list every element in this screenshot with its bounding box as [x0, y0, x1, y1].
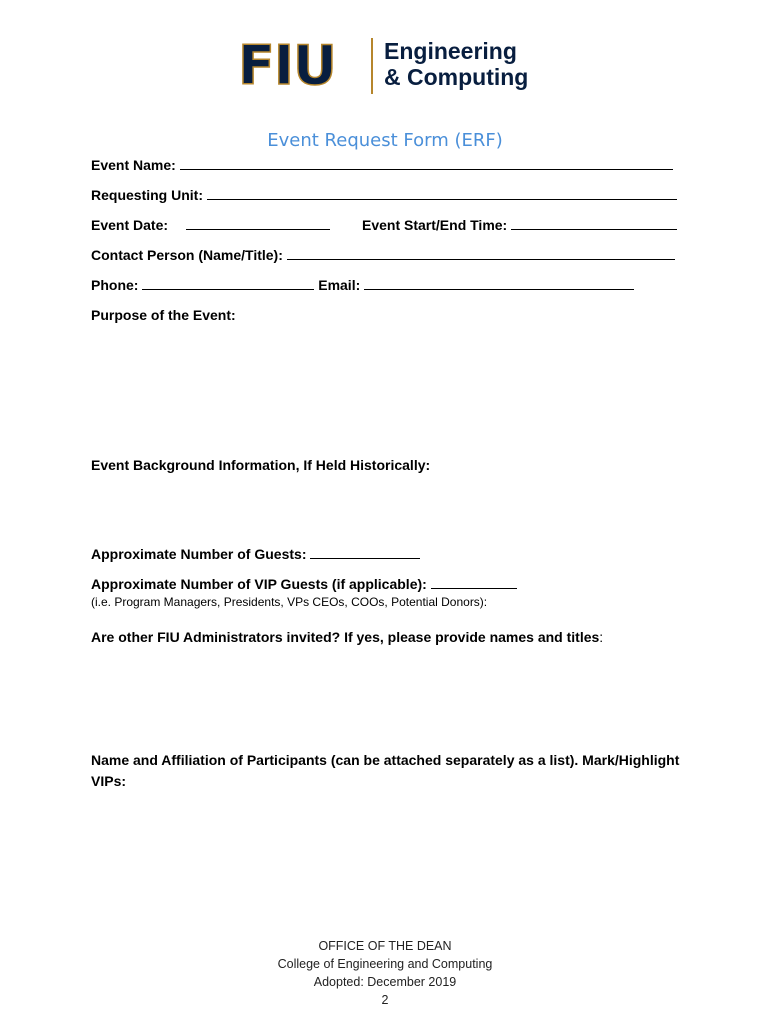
purpose-label: Purpose of the Event:	[91, 307, 236, 323]
participants-label-line-1: Name and Affiliation of Participants (can be attached separately as a list). Mark/Highlight	[91, 752, 680, 768]
footer	[0, 937, 770, 1009]
administrators-label: Are other FIU Administrators invited? If yes, please provide names and titles	[91, 629, 600, 645]
requesting-unit-field[interactable]	[207, 186, 677, 200]
event-name-field[interactable]	[180, 156, 673, 170]
requesting-unit-row	[91, 186, 677, 204]
vip-guests-hint: (i.e. Program Managers, Presidents, VPs CEOs, COOs, Potential Donors):	[91, 595, 488, 609]
footer-adopted: Adopted: December 2019	[313, 975, 457, 989]
background-label: Event Background Information, If Held Historically:	[91, 457, 431, 473]
contact-person-label: Contact Person (Name/Title):	[91, 247, 283, 263]
footer-college: College of Engineering and Computing	[277, 957, 493, 971]
event-name-row	[91, 156, 673, 174]
logo-unit-name	[384, 38, 528, 90]
event-time-row	[362, 216, 677, 234]
logo-line-1: Engineering	[384, 38, 517, 64]
administrators-colon: :	[599, 629, 604, 645]
event-time-label: Event Start/End Time:	[362, 217, 508, 233]
email-field[interactable]	[364, 276, 634, 290]
page-number: 2	[381, 993, 389, 1007]
guests-field[interactable]	[310, 545, 420, 559]
participants-label-line-2: VIPs:	[91, 773, 127, 789]
event-date-label: Event Date:	[91, 217, 169, 233]
event-time-field[interactable]	[511, 216, 677, 230]
logo-wordmark: FIU	[238, 34, 336, 97]
vip-guests-label: Approximate Number of VIP Guests (if applicable):	[91, 576, 427, 592]
phone-field[interactable]	[142, 276, 314, 290]
event-date-field[interactable]	[186, 216, 330, 230]
form-title: Event Request Form (ERF)	[267, 130, 503, 151]
email-label: Email:	[318, 277, 361, 293]
administrators-row	[91, 628, 603, 646]
requesting-unit-label: Requesting Unit:	[91, 187, 203, 203]
vip-guests-row	[91, 575, 517, 593]
contact-person-row	[91, 246, 675, 264]
phone-label: Phone:	[91, 277, 139, 293]
guests-row	[91, 545, 420, 563]
phone-email-row	[91, 276, 634, 294]
vip-guests-field[interactable]	[431, 575, 517, 589]
event-date-row	[91, 216, 330, 234]
footer-office: OFFICE OF THE DEAN	[318, 939, 452, 953]
fiu-logo	[238, 36, 534, 98]
contact-person-field[interactable]	[287, 246, 675, 260]
event-name-label: Event Name:	[91, 157, 176, 173]
logo-divider	[371, 38, 373, 94]
guests-label: Approximate Number of Guests:	[91, 546, 307, 562]
logo-line-2: & Computing	[384, 64, 529, 90]
